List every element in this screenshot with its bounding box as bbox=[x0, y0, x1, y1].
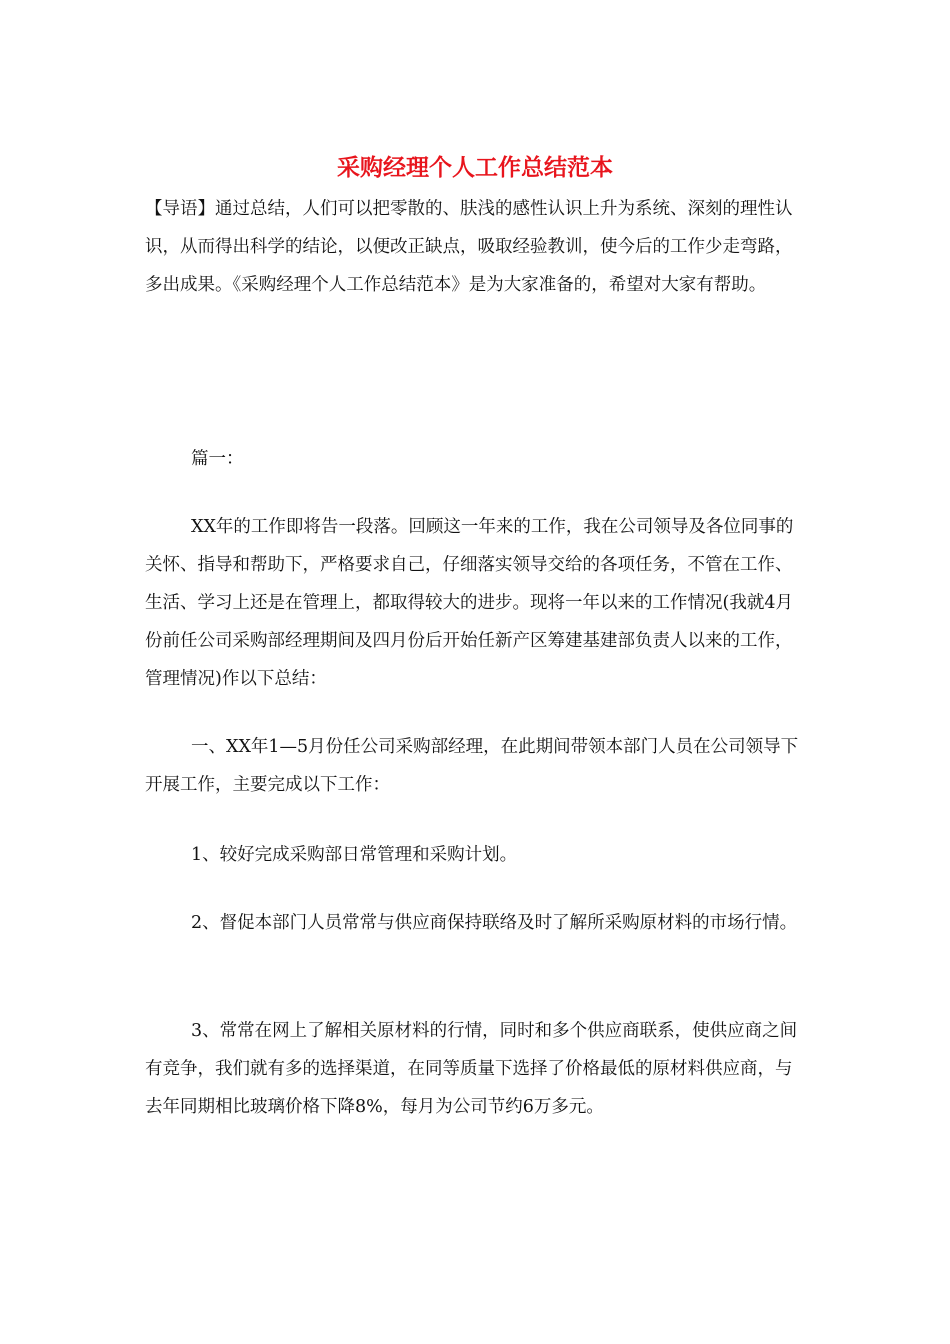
section-heading: 篇一： bbox=[191, 449, 244, 469]
document-title: 采购经理个人工作总结范本 bbox=[337, 154, 613, 181]
body-paragraph-5: 3、常常在网上了解相关原材料的行情，同时和多个供应商联系，使供应商之间有竞争，我们就有多的选择渠道，在同等质量下选择了价格最低的原材料供应商，与去年同期相比玻璃价格下降8%，每月为公司节约6万多元。 bbox=[145, 1021, 798, 1117]
body-paragraph-3: 1、较好完成采购部日常管理和采购计划。 bbox=[191, 845, 518, 865]
body-paragraph-4: 2、督促本部门人员常常与供应商保持联络及时了解所采购原材料的市场行情。 bbox=[191, 913, 798, 933]
intro-paragraph: 【导语】通过总结，人们可以把零散的、肤浅的感性认识上升为系统、深刻的理性认识，从而得出科学的结论，以便改正缺点，吸取经验教训，使今后的工作少走弯路，多出成果。《采购经理个人工作总结范本》是为大家准备的，希望对大家有帮助。 bbox=[145, 199, 793, 295]
body-paragraph-2: 一、XX年1—5月份任公司采购部经理，在此期间带领本部门人员在公司领导下开展工作，主要完成以下工作： bbox=[145, 737, 799, 795]
body-paragraph-1: XX年的工作即将告一段落。回顾这一年来的工作，我在公司领导及各位同事的关怀、指导和帮助下，严格要求自己，仔细落实领导交给的各项任务，不管在工作、生活、学习上还是在管理上，都取得较大的进步。现将一年以来的工作情况(我就4月份前任公司采购部经理期间及四月份后开始任新产区筹建基建部负责人以来的工作，管理情况)作以下总结： bbox=[145, 517, 794, 689]
